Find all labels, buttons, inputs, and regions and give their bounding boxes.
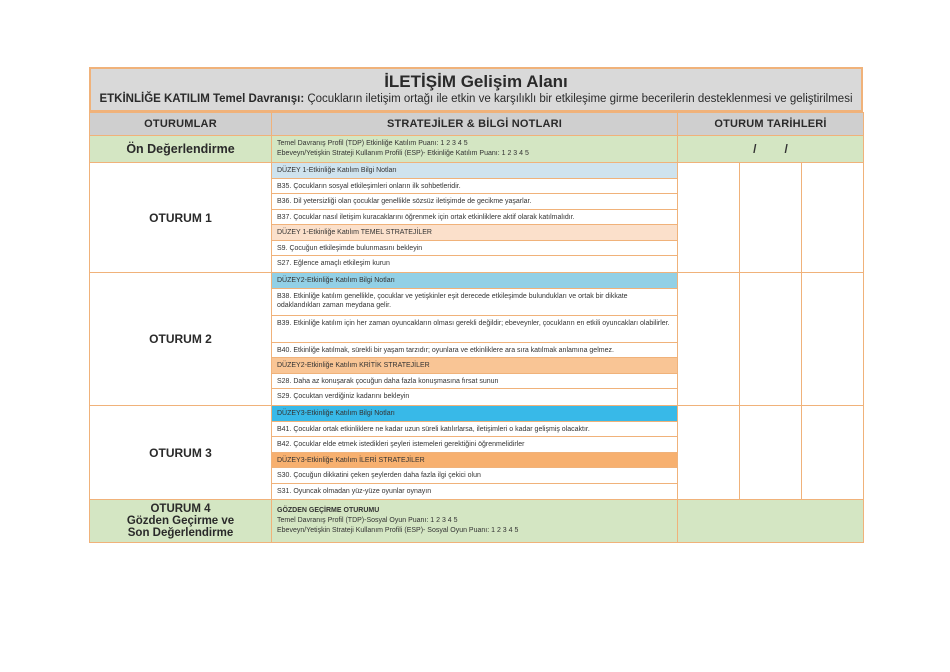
session-4-subtitle: Son Değerlendirme	[127, 527, 234, 539]
strategy-item: S27. Eğlence amaçlı etkileşim kurun	[277, 260, 390, 267]
date-cell[interactable]	[739, 273, 801, 405]
date-cell[interactable]	[801, 406, 863, 499]
pre-assessment-row	[90, 136, 864, 163]
session-2-notes	[272, 273, 678, 406]
strategy-heading: DÜZEY2-Etkinliğe Katılım KRİTİK STRATEJİLER	[272, 358, 677, 374]
strategy-item: S28. Daha az konuşarak çocuğun daha fazla konuşmasına fırsat sunun	[272, 374, 677, 390]
strategy-heading: DÜZEY 1-Etkinliğe Katılım TEMEL STRATEJİLER	[272, 225, 677, 241]
date-slash: /	[784, 142, 788, 156]
strategy-heading: DÜZEY3-Etkinliğe Katılım İLERİ STRATEJİLER	[272, 453, 677, 469]
info-note: B39. Etkinliğe katılım için her zaman oyuncakların olması gerekli değildir; ebeveynler, çocukların en etkili oyuncakları olabilirler.	[272, 316, 677, 343]
info-note: B35. Çocukların sosyal etkileşimleri onların ilk sohbetleridir.	[272, 179, 677, 195]
date-cell[interactable]	[678, 273, 739, 405]
subtitle-bold: ETKİNLİĞE KATILIM Temel Davranışı:	[99, 93, 305, 105]
date-cell[interactable]	[801, 273, 863, 405]
column-header-row	[90, 113, 864, 136]
page-subtitle	[97, 92, 855, 107]
info-note: B40. Etkinliğe katılmak, sürekli bir yaşam tarzıdır; oyunlara ve etkinliklere ara sıra katılmak anlamına gelmez.	[272, 343, 677, 359]
form-page	[89, 67, 863, 543]
date-cell[interactable]	[678, 163, 739, 272]
session-3-label: OTURUM 3	[90, 406, 272, 500]
session-3-row	[90, 406, 864, 500]
info-note: B41. Çocuklar ortak etkinliklere ne kadar uzun süreli katılırlarsa, iletişimleri o kadar gelişmiş olacaktır.	[272, 422, 677, 438]
date-cell[interactable]	[739, 406, 801, 499]
pre-tdp-score: Temel Davranış Profil (TDP) Etkinliğe Katılım Puanı: 1 2 3 4 5	[277, 140, 468, 147]
title-block	[89, 67, 863, 112]
session-table	[89, 112, 864, 543]
pre-assessment-notes	[272, 136, 678, 163]
strategy-item: S29. Çocuktan verdiğiniz kadarını bekleyin	[277, 393, 410, 400]
session-4-subtitle: Gözden Geçirme ve	[126, 515, 235, 527]
session-3-notes	[272, 406, 678, 500]
final-esp-score: Ebeveyn/Yetişkin Strateji Kullanım Profili (ESP)- Sosyal Oyun Puanı: 1 2 3 4 5	[277, 527, 519, 534]
session-4-row	[90, 500, 864, 543]
column-header-sessions: OTURUMLAR	[90, 113, 272, 136]
final-tdp-score: Temel Davranış Profil (TDP)-Sosyal Oyun Puanı: 1 2 3 4 5	[277, 517, 458, 524]
session-1-notes	[272, 163, 678, 273]
strategy-item: S30. Çocuğun dikkatini çeken şeylerden daha fazla ilgi çekici olun	[272, 468, 677, 484]
session-2-row	[90, 273, 864, 406]
session-4-title: OTURUM 4	[150, 503, 211, 515]
date-cell[interactable]	[678, 406, 739, 499]
date-cell[interactable]	[739, 163, 801, 272]
info-note: B37. Çocuklar nasıl iletişim kuracaklarını öğrenmek için ortak etkinliklere aktif olarak katılmalıdır.	[272, 210, 677, 226]
info-note: B38. Etkinliğe katılım genellikle, çocuklar ve yetişkinler eşit derecede etkileşimde bulundukları ve ortak bir dikkate odaklandıkları zaman meydana gelir.	[272, 289, 677, 316]
date-slash: /	[753, 142, 757, 156]
strategy-item: S9. Çocuğun etkileşimde bulunmasını bekleyin	[272, 241, 677, 257]
info-note: B42. Çocuklar elde etmek istedikleri şeyleri istemeleri gerektiğini öğrenmelidirler	[272, 437, 677, 453]
column-header-dates: OTURUM TARİHLERİ	[678, 113, 864, 136]
review-heading: GÖZDEN GEÇİRME OTURUMU	[277, 507, 380, 514]
session-2-label: OTURUM 2	[90, 273, 272, 406]
session-4-date[interactable]	[678, 500, 864, 543]
session-1-dates	[678, 163, 864, 273]
page-title: İLETİŞİM Gelişim Alanı	[384, 72, 568, 91]
session-1-row	[90, 163, 864, 273]
date-cell[interactable]	[801, 163, 863, 272]
level-heading: DÜZEY3-Etkinliğe Katılım Bilgi Notları	[272, 406, 677, 422]
column-header-strategies: STRATEJİLER & BİLGİ NOTLARI	[272, 113, 678, 136]
pre-assessment-date[interactable]	[678, 136, 864, 163]
session-2-dates	[678, 273, 864, 406]
pre-assessment-label: Ön Değerlendirme	[90, 136, 272, 163]
subtitle-text: Çocukların iletişim ortağı ile etkin ve karşılıklı bir etkileşime girme becerilerin desteklenmesi ve geliştirilmesi	[304, 93, 853, 105]
level-heading: DÜZEY2-Etkinliğe Katılım Bilgi Notları	[272, 273, 677, 289]
info-note: B36. Dil yetersizliği olan çocuklar genellikle sözsüz iletişimde de gecikme yaşarlar.	[272, 194, 677, 210]
strategy-item: S31. Oyuncak olmadan yüz-yüze oyunlar oynayın	[277, 487, 432, 495]
pre-esp-score: Ebeveyn/Yetişkin Strateji Kullanım Profili (ESP)- Etkinliğe Katılım Puanı: 1 2 3 4 5	[277, 150, 529, 157]
session-1-label: OTURUM 1	[90, 163, 272, 273]
session-3-dates	[678, 406, 864, 500]
level-heading: DÜZEY 1-Etkinliğe Katılım Bilgi Notları	[272, 163, 677, 179]
session-4-label	[90, 500, 272, 543]
session-4-notes	[272, 500, 678, 543]
